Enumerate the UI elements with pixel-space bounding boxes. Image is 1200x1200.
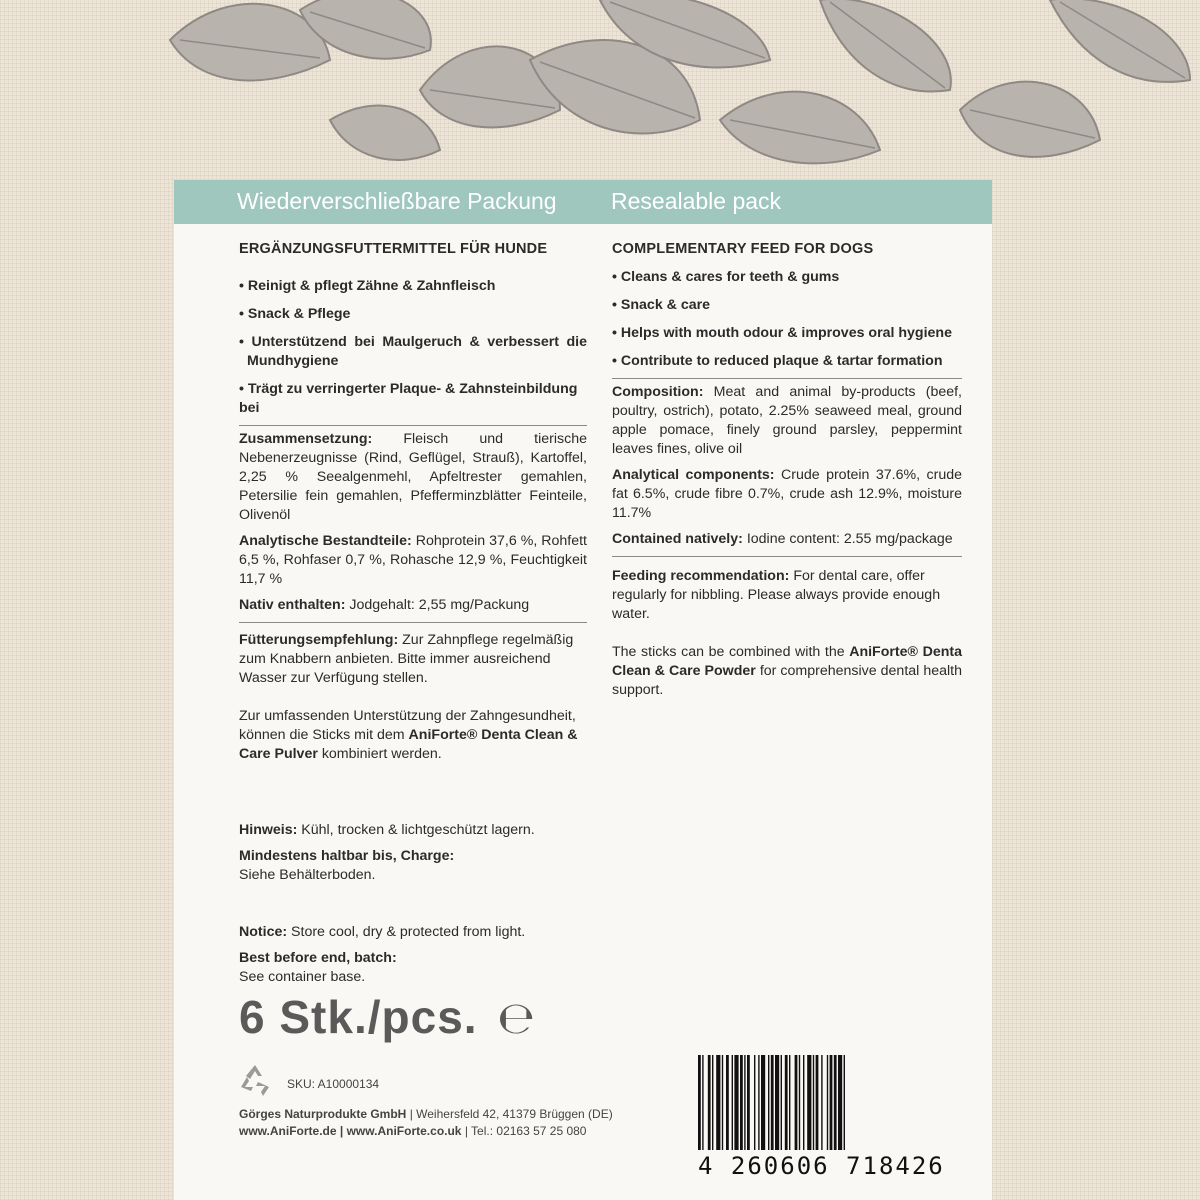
phone: | Tel.: 02163 57 25 080 [461,1124,587,1138]
en-combo-text-2: for comprehensive dental health support. [612,663,962,698]
en-divider-1 [612,378,962,379]
en-feeding-text: For dental care, offer regularly for nibbling. Please always provide enough water. [612,568,941,622]
label-panel [174,180,992,1200]
de-analytic-text: Rohprotein 37,6 %, Rohfett 6,5 %, Rohfaser 0,7 %, Rohasche 12,9 %, Feuchtigkeit 11,7 % [239,533,587,587]
estimated-sign: ℮ [497,993,536,1044]
sku: SKU: A10000134 [287,1077,380,1091]
de-analytic-label: Analytische Bestandteile: [239,533,412,549]
en-notice-label: Notice: [239,924,288,940]
de-feeding-text: Zur Zahnpflege regelmäßig zum Knabbern anbieten. Bitte immer ausreichend Wasser zur Verfügung stellen. [239,632,574,686]
header-band [174,180,992,224]
en-divider-2 [612,556,962,557]
header-en: Resealable pack [611,188,782,214]
de-bullet-3: • Unterstützend bei Maulgeruch & verbessert die Mundhygiene [239,334,587,369]
en-notice-text: Store cool, dry & protected from light. [287,924,526,940]
en-feeding [612,567,962,624]
en-bullet-2: • Snack & care [612,297,711,313]
en-bullet-1: • Cleans & cares for teeth & gums [612,269,840,285]
en-native [612,530,962,549]
en-native-text: Iodine content: 2.55 mg/package [742,531,953,547]
en-feeding-label: Feeding recommendation: [612,568,790,584]
de-composition [239,430,587,525]
de-bullet-1: • Reinigt & pflegt Zähne & Zahnfleisch [239,278,496,294]
en-title: COMPLEMENTARY FEED FOR DOGS [612,241,874,257]
en-combo-text-1: The sticks can be combined with the [612,644,850,660]
websites: www.AniForte.de | www.AniForte.co.uk [239,1124,462,1138]
quantity-text: 6 Stk./pcs. [239,991,478,1043]
de-combo-text-2: kombiniert werden. [317,746,442,762]
en-notice [239,923,587,942]
de-composition-text: Fleisch und tierische Nebenerzeugnisse (Rind, Geflügel, Strauß), Kartoffel, 2,25 % Seealgenmehl, Apfeltrester gemahlen, Petersilie fein gemahlen, Pfefferminzblätter Feinteile, Olivenöl [239,431,587,523]
en-combination [612,643,962,700]
de-notice-label: Hinweis: [239,822,298,838]
company-line [239,1107,613,1121]
en-bbe-text: See container base. [239,969,366,985]
de-bbe-text: Siehe Behälterboden. [239,867,376,883]
recycle-icon [237,1063,273,1097]
en-bbe-label: Best before end, batch: [239,950,397,966]
en-bullet-4: • Contribute to reduced plaque & tartar formation [612,353,943,369]
de-combo-text-1: Zur umfassenden Unterstützung der Zahngesundheit, können die Sticks mit dem [239,708,576,743]
de-native [239,596,587,615]
en-analytic-text: Crude protein 37.6%, crude fat 6.5%, crude fibre 0.7%, crude ash 12.9%, moisture 11.7% [612,467,962,521]
de-composition-label: Zusammensetzung: [239,431,373,447]
de-bullet-2: • Snack & Pflege [239,306,351,322]
mint-leaves-illustration [0,0,1200,185]
header-de: Wiederverschließbare Packung [237,188,557,214]
de-combo-product: AniForte® Denta Clean & Care Pulver [239,727,578,762]
en-composition-label: Composition: [612,384,704,400]
de-combination [239,707,587,764]
de-bbe-label: Mindestens haltbar bis, Charge: [239,848,455,864]
de-feeding [239,631,587,688]
company-address: | Weihersfeld 42, 41379 Brüggen (DE) [406,1107,613,1121]
en-composition [612,383,962,459]
en-bullet-3: • Helps with mouth odour & improves oral hygiene [612,325,952,341]
de-native-text: Jodgehalt: 2,55 mg/Packung [345,597,530,613]
de-title: ERGÄNZUNGSFUTTERMITTEL FÜR HUNDE [239,241,548,257]
en-native-label: Contained natively: [612,531,743,547]
en-combo-product: AniForte® Denta Clean & Care Powder [612,644,962,679]
de-analytic [239,532,587,589]
de-notice-text: Kühl, trocken & lichtgeschützt lagern. [297,822,535,838]
de-native-label: Nativ enthalten: [239,597,346,613]
en-composition-text: Meat and animal by-products (beef, poultry, ostrich), potato, 2.25% seaweed meal, ground apple pomace, finely ground parsley, peppermint leaves fines, olive oil [612,384,962,457]
de-notice [239,821,587,840]
web-line [239,1124,586,1138]
en-analytic [612,466,962,523]
german-column [239,240,587,987]
de-divider-2 [239,622,587,623]
en-analytic-label: Analytical components: [612,467,775,483]
barcode-digits: 4 260606 718426 [698,1152,945,1180]
company-name: Görges Naturprodukte GmbH [239,1107,407,1121]
de-bullet-4: • Trägt zu verringerter Plaque- & Zahnsteinbildung bei [239,381,578,416]
de-divider-1 [239,425,587,426]
barcode [698,1055,973,1180]
de-feeding-label: Fütterungsempfehlung: [239,632,399,648]
barcode-bars [698,1055,973,1150]
quantity [239,990,536,1044]
english-column [612,240,962,700]
